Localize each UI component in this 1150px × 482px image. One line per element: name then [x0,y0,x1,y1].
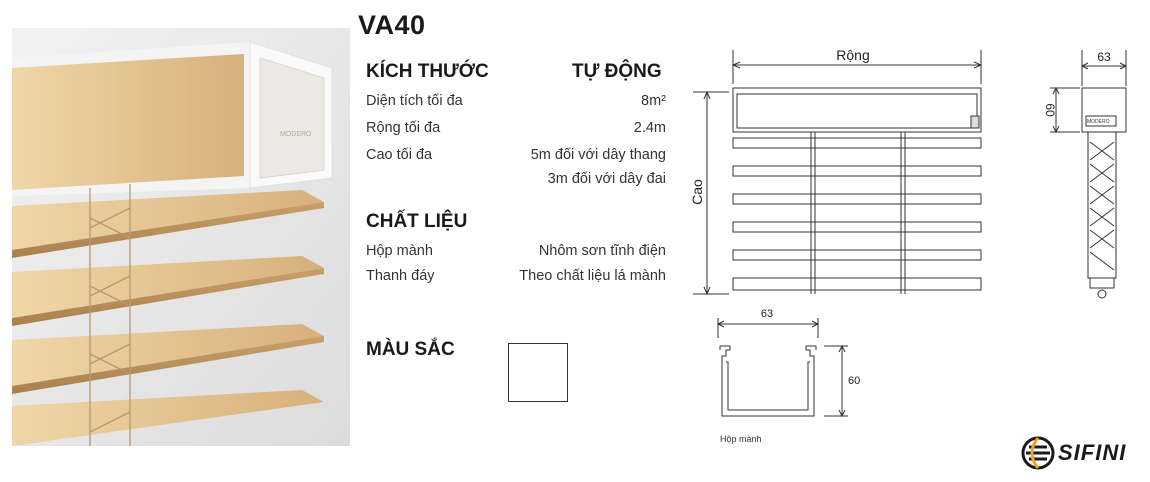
headrail-value: Nhôm sơn tĩnh điện [538,243,666,259]
side-view-drawing [1030,46,1130,300]
max-area-label: Diện tích tối đa [366,93,463,109]
max-height-label: Cao tối đa [366,147,433,163]
profile-caption: Hộp mành [720,434,762,444]
logo-text: SIFINI [1058,440,1127,465]
headrail-label: Hộp mành [366,243,433,259]
side-brand-mark: MODERO [1087,119,1110,125]
color-swatch-white[interactable] [508,343,568,402]
max-area-value: 8m² [641,93,666,109]
max-width-value: 2.4m [633,120,666,136]
front-width-label: Rộng [836,47,870,63]
product-photo [12,28,350,446]
sifini-logo[interactable] [1020,435,1144,471]
product-title: VA40 [358,10,426,40]
photo-brand-mark: MODERO [280,131,312,138]
material-heading: CHẤT LIỆU [366,211,468,232]
operation-mode-heading: TỰ ĐỘNG [572,61,662,82]
color-heading: MÀU SẮC [366,339,455,360]
bottom-rail-label: Thanh đáy [366,268,435,284]
max-height-value-ladder: 5m đối với dây thang [530,147,666,163]
max-width-label: Rộng tối đa [366,120,441,136]
headrail-profile-drawing [712,304,872,450]
globe-icon [1020,435,1056,471]
profile-width-label: 63 [760,308,774,320]
bottom-rail-value: Theo chất liệu lá mành [519,268,666,284]
side-height-label: 60 [1043,103,1057,117]
profile-height-label: 60 [848,375,861,387]
max-height-value-tape: 3m đối với dây đai [547,171,666,187]
front-height-label: Cao [689,179,705,205]
side-width-label: 63 [1097,50,1111,64]
front-view-drawing [685,40,995,302]
size-heading: KÍCH THƯỚC [366,61,489,82]
